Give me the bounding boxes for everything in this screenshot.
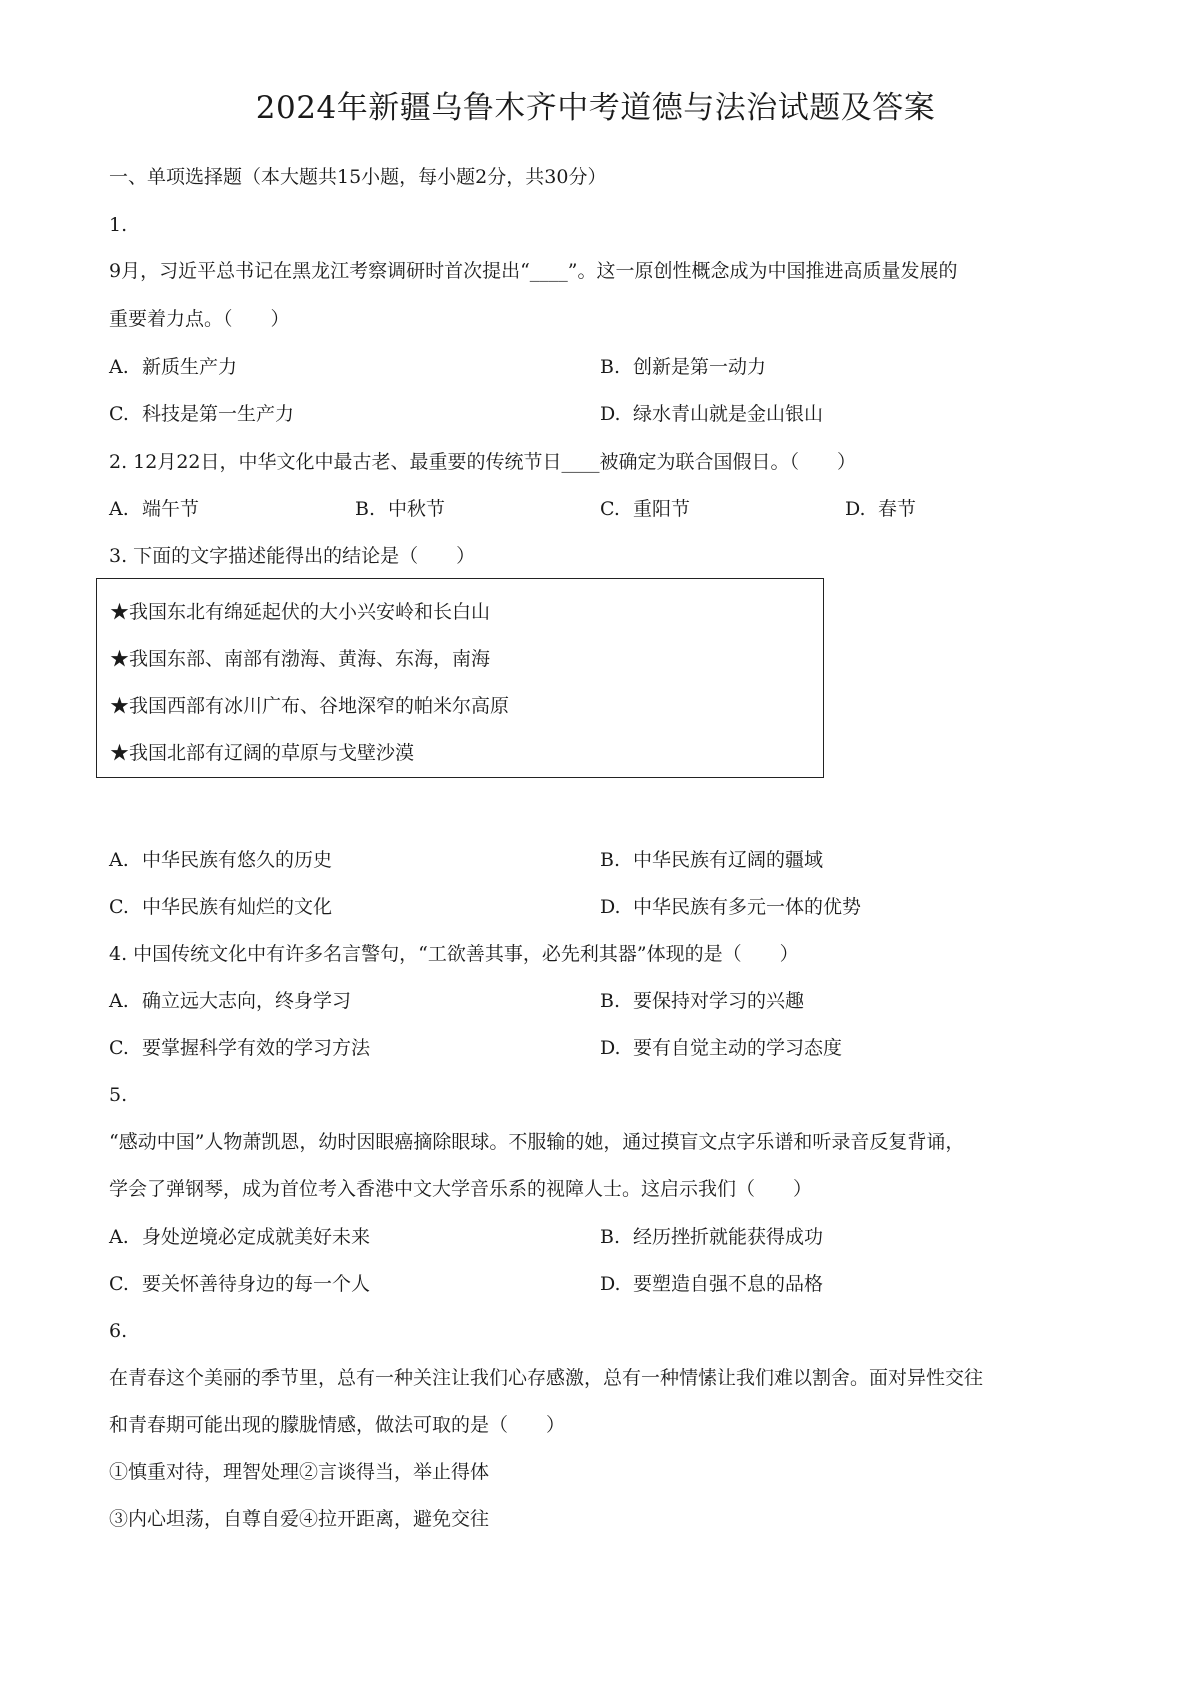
q5-stem-line1: “感动中国”人物萧凯恩，幼时因眼癌摘除眼球。不服输的她，通过摸盲文点字乐谱和听录音反复背诵，	[109, 1131, 965, 1153]
option-text: 要有自觉主动的学习态度	[633, 1037, 843, 1059]
option-key: C.	[109, 896, 129, 918]
option-key: D.	[845, 498, 866, 520]
q1-option-c	[109, 401, 294, 427]
q5-option-c	[109, 1271, 370, 1297]
q3-option-a	[109, 847, 332, 873]
option-key: D.	[600, 1037, 621, 1059]
section-heading: 一、单项选择题（本大题共15小题，每小题2分，共30分）	[109, 166, 607, 188]
option-key: B.	[600, 849, 621, 871]
option-key: B.	[600, 990, 621, 1012]
option-text: 中华民族有灿烂的文化	[142, 896, 333, 918]
option-text: 中华民族有悠久的历史	[142, 849, 333, 871]
q3-box-item: ★我国西部有冰川广布、谷地深窄的帕米尔高原	[110, 695, 510, 717]
q2-option-b	[355, 496, 445, 522]
q4-option-b	[600, 988, 804, 1014]
q5-option-a	[109, 1224, 370, 1250]
option-text: 身处逆境必定成就美好未来	[142, 1226, 371, 1248]
option-key: C.	[109, 1037, 129, 1059]
q1-option-a	[109, 354, 237, 380]
q2-option-d	[845, 496, 916, 522]
q3-option-d	[600, 894, 861, 920]
option-key: A.	[109, 849, 129, 871]
q6-stem-line2: 和青春期可能出现的朦胧情感，做法可取的是（ ）	[109, 1414, 566, 1436]
option-key: B.	[600, 1226, 621, 1248]
q1-option-b	[600, 354, 766, 380]
option-text: 经历挫折就能获得成功	[633, 1226, 824, 1248]
option-key: C.	[109, 1273, 129, 1295]
q1-stem-line2: 重要着力点。（ ）	[109, 308, 290, 330]
option-key: A.	[109, 356, 129, 378]
q5-option-d	[600, 1271, 823, 1297]
q3-statement-box	[96, 578, 824, 778]
option-key: B.	[600, 356, 621, 378]
q1-number: 1.	[109, 214, 128, 236]
q5-option-b	[600, 1224, 823, 1250]
q4-option-d	[600, 1035, 842, 1061]
q6-choices-line2: ③内心坦荡，自尊自爱④拉开距离，避免交往	[109, 1508, 490, 1530]
option-text: 重阳节	[633, 498, 691, 520]
option-text: 要塑造自强不息的品格	[633, 1273, 824, 1295]
q6-number: 6.	[109, 1320, 128, 1342]
q4-option-c	[109, 1035, 370, 1061]
option-key: C.	[109, 403, 129, 425]
option-key: C.	[600, 498, 620, 520]
option-key: D.	[600, 403, 621, 425]
q3-box-item: ★我国北部有辽阔的草原与戈壁沙漠	[110, 742, 415, 764]
option-key: B.	[355, 498, 376, 520]
option-text: 中华民族有辽阔的疆域	[633, 849, 824, 871]
page-title: 2024年新疆乌鲁木齐中考道德与法治试题及答案	[255, 90, 936, 126]
q3-box-item: ★我国东部、南部有渤海、黄海、东海，南海	[110, 648, 491, 670]
q2-option-a	[109, 496, 199, 522]
q3-option-c	[109, 894, 332, 920]
q4-stem: 4. 中国传统文化中有许多名言警句，“工欲善其事，必先利其器”体现的是（ ）	[109, 943, 799, 965]
option-text: 确立远大志向，终身学习	[142, 990, 352, 1012]
q2-option-c	[600, 496, 690, 522]
q6-stem-line1: 在青春这个美丽的季节里，总有一种关注让我们心存感激，总有一种情愫让我们难以割舍。面对异性交往	[109, 1367, 984, 1389]
q3-stem: 3. 下面的文字描述能得出的结论是（ ）	[109, 545, 476, 567]
q1-option-d	[600, 401, 823, 427]
option-text: 中秋节	[388, 498, 446, 520]
q3-option-b	[600, 847, 823, 873]
q5-stem-line2: 学会了弹钢琴，成为首位考入香港中文大学音乐系的视障人士。这启示我们（ ）	[109, 1178, 813, 1200]
option-text: 绿水青山就是金山银山	[633, 403, 824, 425]
option-key: D.	[600, 1273, 621, 1295]
option-key: A.	[109, 498, 129, 520]
option-text: 春节	[878, 498, 917, 520]
q5-number: 5.	[109, 1084, 128, 1106]
q1-stem-line1: 9月，习近平总书记在黑龙江考察调研时首次提出“____”。这一原创性概念成为中国推进高质量发展的	[109, 260, 958, 282]
option-text: 新质生产力	[142, 356, 238, 378]
option-text: 要关怀善待身边的每一个人	[142, 1273, 371, 1295]
option-key: D.	[600, 896, 621, 918]
q4-option-a	[109, 988, 351, 1014]
q3-box-item: ★我国东北有绵延起伏的大小兴安岭和长白山	[110, 601, 491, 623]
option-key: A.	[109, 1226, 129, 1248]
option-text: 创新是第一动力	[633, 356, 767, 378]
option-text: 要保持对学习的兴趣	[633, 990, 805, 1012]
q6-choices-line1: ①慎重对待，理智处理②言谈得当，举止得体	[109, 1461, 490, 1483]
option-text: 科技是第一生产力	[142, 403, 295, 425]
option-text: 要掌握科学有效的学习方法	[142, 1037, 371, 1059]
option-text: 端午节	[142, 498, 200, 520]
q2-stem: 2. 12月22日，中华文化中最古老、最重要的传统节日____被确定为联合国假日。（ ）	[109, 451, 857, 473]
option-text: 中华民族有多元一体的优势	[633, 896, 862, 918]
option-key: A.	[109, 990, 129, 1012]
